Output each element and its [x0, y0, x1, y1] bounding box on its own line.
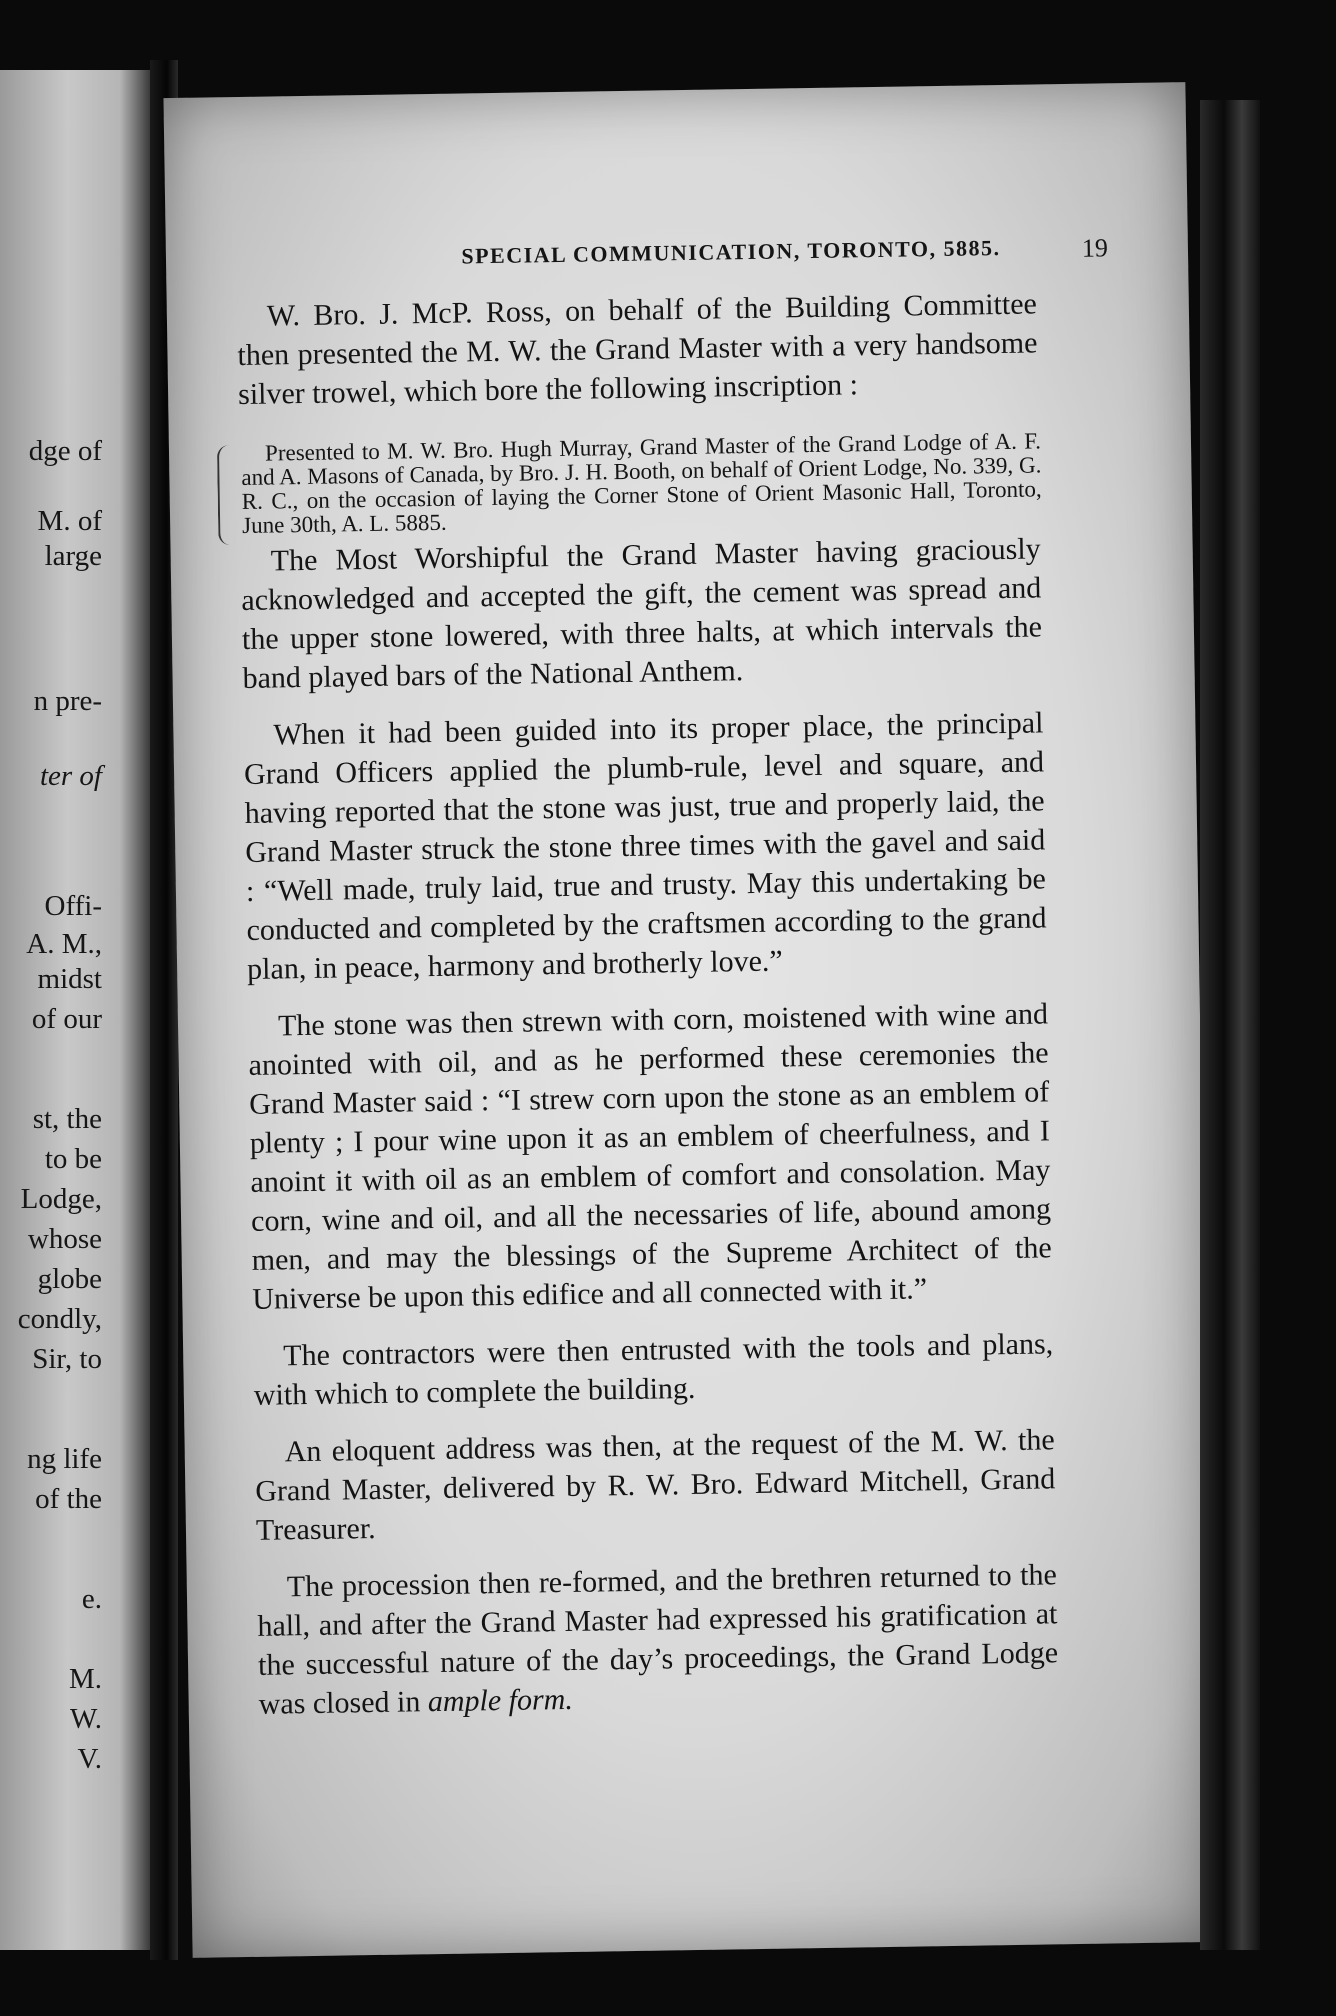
left-page-line: to be	[44, 1143, 102, 1175]
left-page-line: large	[44, 540, 102, 572]
running-head: SPECIAL COMMUNICATION, TORONTO, 5885.	[461, 235, 1001, 269]
left-page-line: condly,	[17, 1303, 102, 1335]
trowel-inscription: Presented to M. W. Bro. Hugh Murray, Grand Master of the Grand Lodge of A. F. and A. Masons of Canada, by Bro. J. H. Booth, on behalf of Orient Lodge, No. 339, G. R. C., on the occasion of laying the Corner Stone of Orient Masonic Hall, Toronto, June 30th, A. L. 5885.	[241, 428, 1042, 538]
left-page-line: midst	[37, 963, 102, 995]
left-page-line: M. of	[37, 505, 102, 537]
left-page-line: Offi-	[44, 890, 102, 922]
left-page-line: V.	[77, 1743, 102, 1775]
paragraph-corn-wine-oil: The stone was then strewn with corn, moistened with wine and anointed with oil, and as he performed these ceremonies the Grand Master said : “I strew corn upon the stone as an emblem of plenty ; I pour wine upon it as an emblem of cheerfulness, and I anoint it with oil as an emblem of comfort and consolation. May corn, wine and oil, and all the necessaries of life, abound among men, and may the blessings of the Supreme Architect of the Universe be upon this edifice and all connected with it.”	[248, 997, 1052, 1316]
left-page-line: whose	[27, 1223, 102, 1255]
page-number: 19	[1081, 233, 1109, 263]
body-text-main	[240, 529, 1059, 1741]
closing-text: The procession then re-formed, and the brethren returned to the hall, and after the Grand Master had expressed his gratification at the successful nature of the day’s proceedings, the Grand Lodge was closed in	[257, 1558, 1059, 1721]
paragraph-contractors: The contractors were then entrusted with the tools and plans, with which to complete the building.	[253, 1327, 1054, 1412]
left-page-line: of the	[35, 1483, 102, 1515]
left-page-line: e.	[81, 1583, 102, 1615]
book-page	[163, 82, 1214, 1958]
left-page-line: Lodge,	[20, 1183, 102, 1215]
inscription-bracket	[217, 445, 241, 545]
left-page-line: W.	[70, 1703, 102, 1735]
body-text-top	[237, 284, 1039, 432]
left-page-line: Sir, to	[32, 1343, 102, 1375]
page-edge-right	[1200, 100, 1260, 1950]
left-page-line: st, the	[32, 1103, 102, 1135]
left-page-line: ng life	[27, 1443, 102, 1475]
closing-italic: ample form.	[427, 1682, 574, 1719]
paragraph-closing	[257, 1555, 1059, 1724]
left-facing-page	[0, 70, 150, 1950]
left-page-line: M.	[68, 1663, 102, 1695]
left-page-line: dge of	[28, 435, 102, 467]
left-page-line: A. M.,	[26, 928, 102, 960]
left-page-line: ter of	[39, 760, 102, 792]
paragraph-cement: The Most Worshipful the Grand Master having graciously acknowledged and accepted the gift, the cement was spread and the upper stone lowered, with three halts, at which intervals the band played bars of the National Anthem.	[241, 532, 1043, 695]
left-page-line: of our	[31, 1003, 102, 1035]
paragraph-trowel: W. Bro. J. McP. Ross, on behalf of the Building Committee then presented the M. W. the Grand Master with a very handsome silver trowel, which bore the following inscription :	[237, 287, 1038, 412]
paragraph-plumb-rule: When it had been guided into its proper place, the principal Grand Officers applied the plumb-rule, level and square, and having reported that the stone was just, true and properly laid, the Grand Master struck the stone three times with the gavel and said : “Well made, truly laid, true and trusty. May this undertaking be conducted and completed by the craftsmen according to the grand plan, in peace, harmony and brotherly love.”	[243, 706, 1047, 986]
paragraph-address: An eloquent address was then, at the request of the M. W. the Grand Master, delivered by R. W. Bro. Edward Mitchell, Grand Treasurer.	[255, 1423, 1056, 1547]
left-page-line: n pre-	[33, 685, 102, 717]
left-page-line: globe	[37, 1263, 102, 1295]
